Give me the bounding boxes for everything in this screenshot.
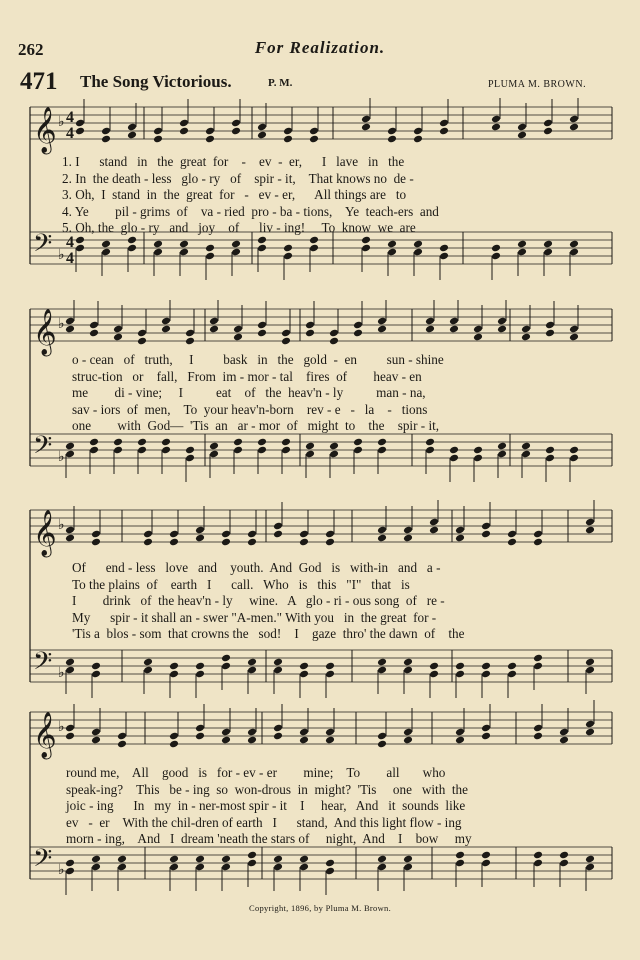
svg-text:4: 4 xyxy=(66,234,74,251)
svg-text:♭: ♭ xyxy=(58,316,65,332)
svg-text:♭: ♭ xyxy=(58,862,65,878)
svg-text:𝄞: 𝄞 xyxy=(33,712,57,758)
verse-line: struc-tion or fall, From im - mor - tal fires of heav - en xyxy=(72,368,422,384)
section-title: For Realization. xyxy=(254,38,386,57)
hymn-title: The Song Victorious. xyxy=(80,72,232,91)
svg-text:4: 4 xyxy=(66,109,74,126)
svg-text:♭: ♭ xyxy=(58,719,65,735)
hymn-author: PLUMA M. BROWN. xyxy=(488,79,587,90)
svg-text:𝄞: 𝄞 xyxy=(33,309,57,355)
svg-text:𝄢: 𝄢 xyxy=(33,647,53,682)
svg-text:𝄞: 𝄞 xyxy=(33,510,57,556)
verse-line: 4. Ye pil - grims of va - ried pro - ba - tions, Ye teach-ers and xyxy=(62,203,439,219)
page-header xyxy=(18,40,622,66)
svg-text:♭: ♭ xyxy=(58,517,65,533)
svg-text:4: 4 xyxy=(66,125,74,142)
verse-line: To the plains of earth I call. Who is this "I" that is xyxy=(72,576,410,592)
verse-line: sav - iors of men, To your heav'n-born rev - e - la - tions xyxy=(72,401,428,417)
svg-text:♭: ♭ xyxy=(58,114,65,130)
verse-line: one with God— 'Tis an ar - mor of might to the spir - it, xyxy=(72,418,440,434)
verse-line: o - cean of truth, I bask in the gold - en sun - shine xyxy=(72,352,444,367)
hymn-meter: P. M. xyxy=(268,77,293,89)
svg-text:♭: ♭ xyxy=(58,449,65,465)
svg-text:4: 4 xyxy=(66,250,74,267)
page-number: 262 xyxy=(18,40,44,59)
svg-text:𝄞: 𝄞 xyxy=(33,107,57,153)
svg-text:𝄢: 𝄢 xyxy=(33,431,53,466)
svg-text:𝄢: 𝄢 xyxy=(33,229,53,264)
verse-line: 5. Oh, the glo - ry and joy of liv - ing! To know we are xyxy=(62,220,416,236)
verse-line: 1. I stand in the great for - ev - er, I lave in the xyxy=(62,154,405,169)
verse-line: round me, All good is for - ev - er mine; To all who xyxy=(66,765,446,780)
hymn-number: 471 xyxy=(20,68,58,95)
verse-line: me di - vine; I eat of the heav'n - ly man - na, xyxy=(72,385,426,401)
verse-line: 3. Oh, I stand in the great for - ev - er, All things are to xyxy=(62,187,407,203)
verse-line: I drink of the heav'n - ly wine. A glo - ri - ous song of re - xyxy=(72,593,445,609)
verse-line: My spir - it shall an - swer "A-men." With you in the great for - xyxy=(72,609,437,625)
svg-text:♭: ♭ xyxy=(58,247,65,263)
verse-line: morn - ing, And I dream 'neath the stars of night, And I bow my xyxy=(66,831,472,847)
verse-line: ev - er With the chil-dren of earth I stand, And this light flow - ing xyxy=(66,814,462,830)
svg-text:♭: ♭ xyxy=(58,665,65,681)
verse-line: 'Tis a blos - som that crowns the sod! I gaze thro' the dawn of the xyxy=(72,626,465,642)
verse-line: speak-ing? This be - ing so won-drous in might? 'Tis one with the xyxy=(66,781,469,797)
svg-text:𝄢: 𝄢 xyxy=(33,844,53,879)
copyright-notice: Copyright, 1896, by Pluma M. Brown. xyxy=(248,903,392,913)
verse-line: joic - ing In my in - ner-most spir - it I hear, And it sounds like xyxy=(66,798,466,814)
verse-line: Of end - less love and youth. And God is with-in and a - xyxy=(72,560,441,575)
verse-line: 2. In the death - less glo - ry of spir - it, That knows no de - xyxy=(62,170,414,186)
